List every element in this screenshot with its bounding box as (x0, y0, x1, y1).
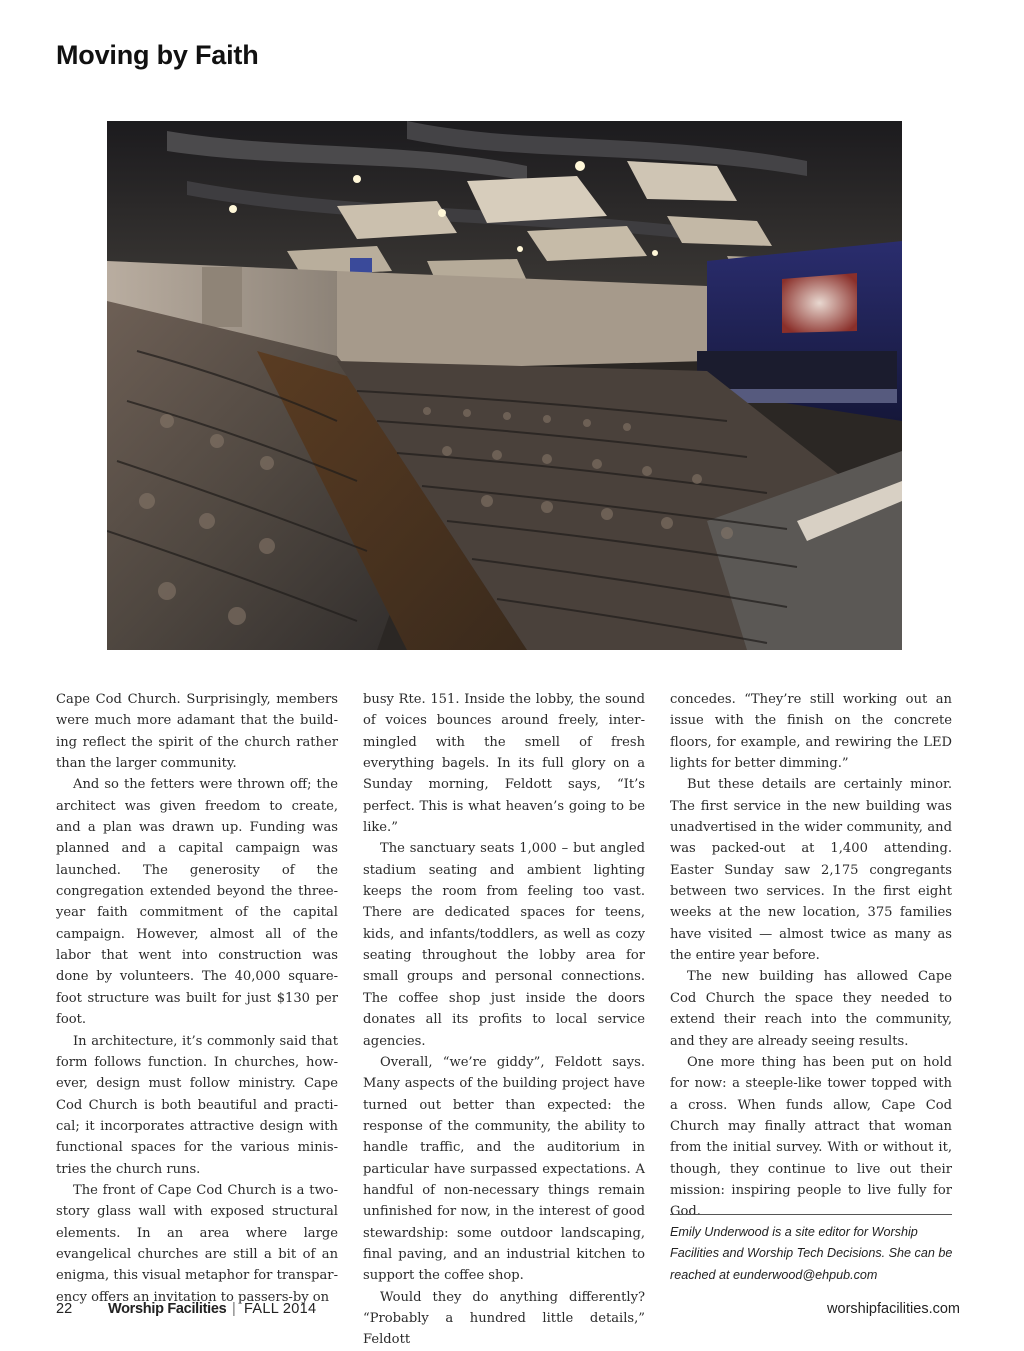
page-footer (56, 1301, 960, 1323)
issue-label: FALL 2014 (244, 1301, 317, 1317)
paragraph: Overall, “we’re giddy”, Feldott says. Many aspects of the building project have turned out better than expected: the response of the community, the ability to handle traffic, and the auditorium in particular have surpassed expectations. A handful of non-necessary things remain unfinished for now, in the interest of good stewardship: some outdoor landscaping, final paving, and an industrial kitchen to support the coffee shop. (363, 1054, 645, 1284)
paragraph: The sanctuary seats 1,000 – but angled stadium seating and ambient lighting keeps the room from feeling too vast. There are dedicated spaces for teens, kids, and infants/toddlers, as well as cozy seating throughout the lobby area for small groups and personal connections. The coffee shop just inside the doors donates all its profits to local service agencies. (363, 841, 645, 1049)
auditorium-illustration (107, 121, 902, 650)
footer-separator: | (232, 1301, 236, 1317)
bio-divider (670, 1214, 952, 1215)
paragraph: In architecture, it’s commonly said that form follows function. In churches, however, design must follow ministry. Cape Cod Church is both beautiful and practical; it incorporates attractive design with functional spaces for the various ministries the church runs. (56, 1033, 338, 1177)
article-column-1 (56, 689, 338, 1308)
author-bio: Emily Underwood is a site editor for Worship Facilities and Worship Tech Decisions. She can be reached at eunderwood@ehpub.com (670, 1225, 953, 1282)
paragraph: Cape Cod Church. Surprisingly, members were much more adamant that the building reflect the spirit of the church rather than the larger community. (56, 692, 338, 772)
page-title: Moving by Faith (56, 40, 259, 70)
paragraph: But these details are certainly minor. The first service in the new building was unadvertised in the wider community, and was packed-out at 1,400 attending. Easter Sunday saw 2,175 congregants between two services. In the first eight weeks at the new location, 375 families have visited — almost twice as many as the entire year before. (670, 777, 952, 964)
paragraph: One more thing has been put on hold for now: a steeple-like tower topped with a cross. When funds allow, Cape Cod Church may finally attract that woman from the initial survey. With or without it, though, they continue to live out their mission: inspiring people to live fully for God. (670, 1054, 952, 1220)
paragraph: The front of Cape Cod Church is a two-story glass wall with exposed structural elements. In an area where large evangelical churches are still a bit of an enigma, this visual metaphor for transparency offers an invitation to passers-by on (56, 1182, 338, 1305)
paragraph: Would they do anything differently? “Probably a hundred little details,” Feldott (363, 1289, 645, 1348)
paragraph: The new building has allowed Cape Cod Church the space they needed to extend their reach into the community, and they are already seeing results. (670, 969, 952, 1049)
paragraph: And so the fetters were thrown off; the architect was given freedom to create, and a plan was drawn up. Funding was planned and a capital campaign was launched. The generosity of the congregation extended beyond the three-year faith commitment of the capital campaign. However, almost all of the labor that went into construction was done by volunteers. The 40,000 square-foot structure was built for just $130 per foot. (56, 777, 338, 1028)
article-column-3 (670, 689, 952, 1223)
paragraph: busy Rte. 151. Inside the lobby, the sound of voices bounces around freely, intermingled with the smell of fresh everything bagels. In its full glory on a Sunday morning, Feldott says, “It’s perfect. This is what heaven’s going to be like.” (363, 692, 645, 836)
page-number: 22 (56, 1301, 73, 1317)
article-column-2 (363, 689, 645, 1351)
auditorium-photo (107, 121, 902, 650)
paragraph: concedes. “They’re still working out an issue with the finish on the concrete floors, for example, and rewiring the LED lights for better dimming.” (670, 692, 952, 772)
website-link[interactable]: worshipfacilities.com (827, 1301, 960, 1317)
publication-name: Worship Facilities (108, 1301, 227, 1317)
